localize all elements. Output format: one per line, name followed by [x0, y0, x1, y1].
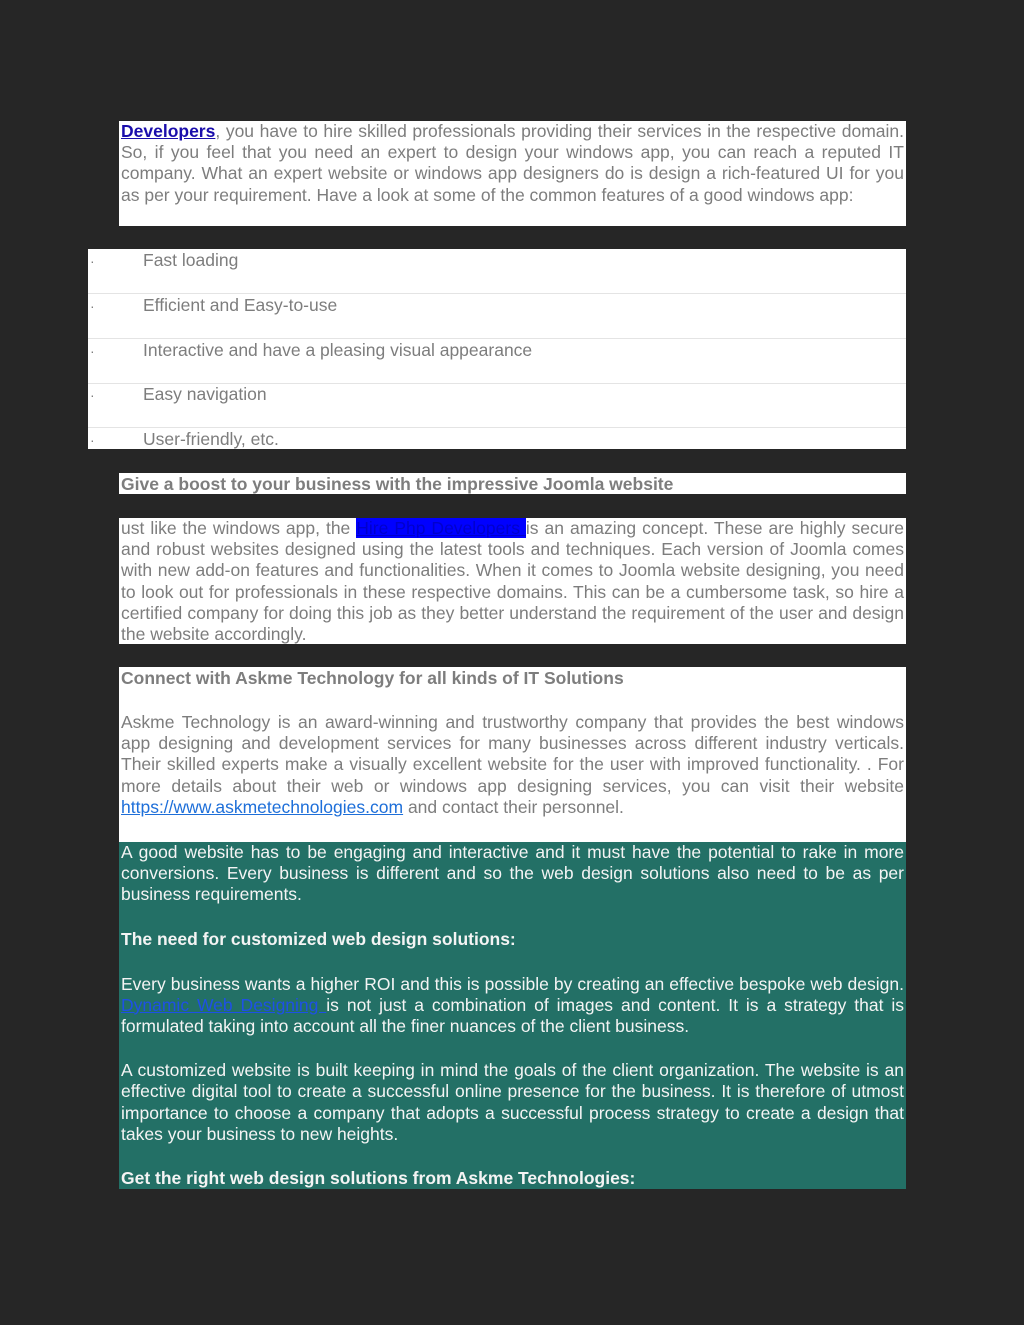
joomla-heading: Give a boost to your business with the impressive Joomla website — [119, 473, 906, 494]
web-design-section — [119, 842, 906, 1189]
intro-paragraph — [119, 121, 906, 226]
bullet-icon: · — [90, 387, 95, 403]
hire-php-developers-link[interactable]: Hire Php Developers — [356, 518, 526, 538]
bullet-icon: · — [90, 432, 95, 448]
bullet-icon: · — [90, 298, 95, 314]
list-item: · Fast loading — [88, 249, 906, 294]
intro-text: , you have to hire skilled professionals providing their services in the respective domain. So, if you feel that you need an expert to design your windows app, you can reach a reputed IT company. What an expert website or windows app designers do is design a rich-featured UI for you as per your requirement. Have a look at some of the common features of a good windows app: — [121, 121, 904, 205]
joomla-paragraph: ust like the windows app, the Hire Php Developers is an amazing concept. These are highly secure and robust websites designed using the latest tools and techniques. Each version of Joomla comes with new add-on features and functionalities. When it comes to Joomla website designing, you need to look out for professionals in these respective domains. This can be a cumbersome task, so hire a certified company for doing this job as they better understand the requirement of the user and design the website accordingly. — [121, 518, 904, 645]
web-design-intro: A good website has to be engaging and interactive and it must have the potential to rake in more conversions. Every business is different and so the web design solutions also need to be as per business requirements. — [121, 842, 904, 905]
right-solutions-heading: Get the right web design solutions from Askme Technologies: — [121, 1168, 636, 1189]
list-item: · Interactive and have a pleasing visual appearance — [88, 339, 906, 384]
roi-paragraph: Every business wants a higher ROI and this is possible by creating an effective bespoke web design. Dynamic Web Designing is not just a combination of images and content. It is a strategy that is formulated taking into account all the finer nuances of the client business. — [121, 973, 904, 1037]
askme-paragraph: Askme Technology is an award-winning and trustworthy company that provides the best windows app designing and development services for many businesses across different industry verticals. Their skilled experts make a visually excellent website for the user with improved functionality. . For more details about their web or windows app designing services, you can visit their website https://www.askmetechnologies.com and contact their personnel. — [121, 712, 904, 817]
list-item: · User-friendly, etc. — [90, 429, 279, 449]
developers-link[interactable]: Developers — [121, 121, 216, 141]
askme-section — [119, 667, 906, 842]
list-item: · Easy navigation — [88, 383, 906, 428]
customized-heading: The need for customized web design solutions: — [121, 928, 516, 949]
askme-website-link[interactable]: https://www.askmetechnologies.com — [121, 796, 404, 817]
dynamic-web-designing-link[interactable]: Dynamic Web Designing — [121, 994, 327, 1015]
list-item: · Efficient and Easy-to-use — [88, 294, 906, 339]
askme-heading: Connect with Askme Technology for all kinds of IT Solutions — [121, 668, 624, 688]
bullet-icon: · — [90, 253, 95, 269]
features-list — [88, 249, 906, 449]
bullet-icon: · — [90, 343, 95, 359]
customized-website-paragraph: A customized website is built keeping in mind the goals of the client organization. The website is an effective digital tool to create a successful online presence for the business. It is therefore of utmost importance to choose a company that adopts a successful process strategy to create a design that takes your business to new heights. — [121, 1060, 904, 1144]
